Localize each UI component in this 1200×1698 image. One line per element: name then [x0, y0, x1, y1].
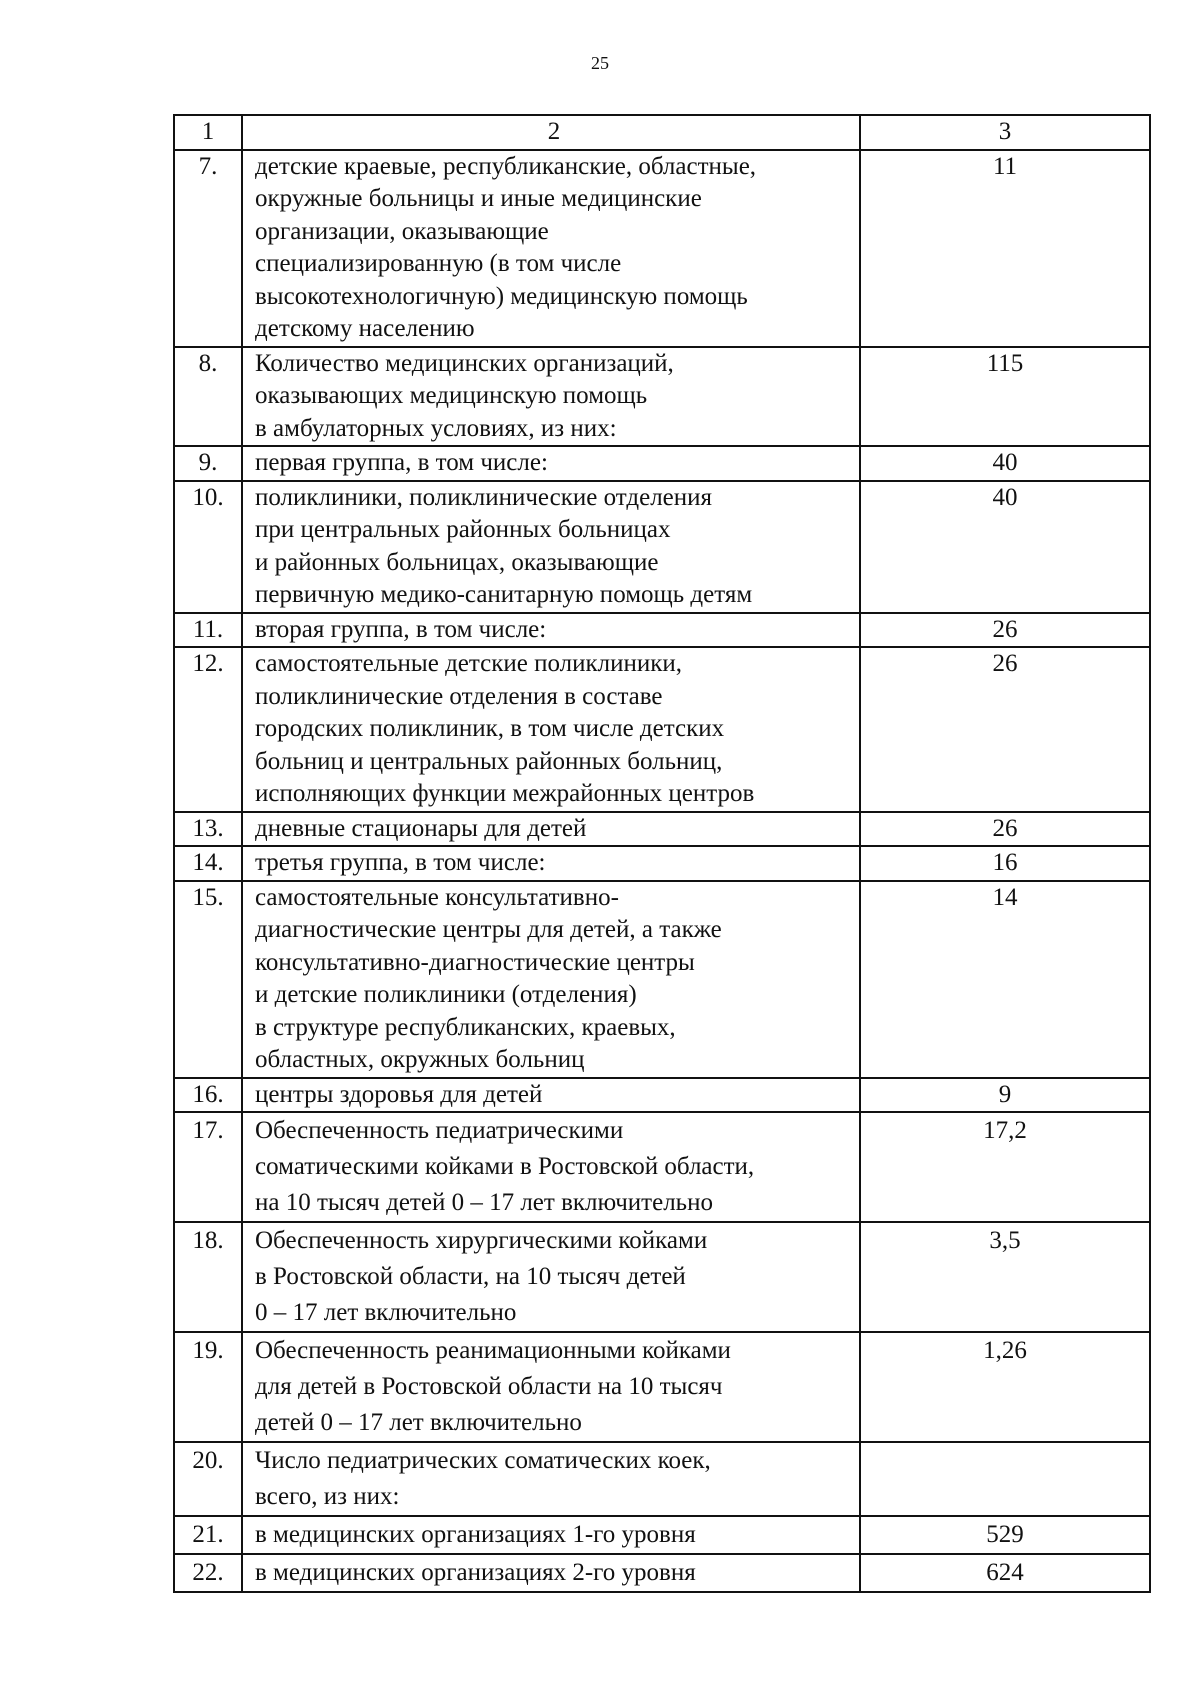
table-row — [174, 1222, 1150, 1332]
row-text-content: Количество медицинских организаций, оказывающих медицинскую помощь в амбулаторных условиях, из них: — [255, 349, 674, 442]
table-row — [174, 347, 1150, 447]
header-cell-2: 2 — [242, 115, 860, 150]
row-number: 13. — [174, 812, 242, 847]
table-row — [174, 613, 1150, 648]
row-text-content: центры здоровья для детей — [255, 1080, 543, 1108]
row-value: 26 — [860, 812, 1150, 847]
table-row — [174, 150, 1150, 347]
row-value — [860, 1442, 1150, 1516]
row-number: 18. — [174, 1222, 242, 1332]
row-text — [242, 1516, 860, 1554]
row-text-content: самостоятельные консультативно- диагностические центры для детей, а также консультативно-диагностические центры и детские поликлиники (отделения) в структуре республиканских, краевых, областных, окружных больниц — [255, 883, 722, 1073]
row-text-content: вторая группа, в том числе: — [255, 615, 547, 643]
row-text-content: дневные стационары для детей — [255, 814, 587, 842]
table-header-row — [174, 115, 1150, 150]
table-row — [174, 1078, 1150, 1113]
row-number: 20. — [174, 1442, 242, 1516]
row-text — [242, 347, 860, 447]
row-number: 11. — [174, 613, 242, 648]
table-row — [174, 812, 1150, 847]
row-text — [242, 1554, 860, 1592]
table-row — [174, 881, 1150, 1078]
row-text-content: в медицинских организациях 2-го уровня — [255, 1559, 696, 1586]
row-value: 16 — [860, 846, 1150, 881]
row-value: 40 — [860, 481, 1150, 613]
table-row — [174, 1112, 1150, 1222]
row-value: 14 — [860, 881, 1150, 1078]
row-value: 9 — [860, 1078, 1150, 1113]
row-number: 16. — [174, 1078, 242, 1113]
row-value: 26 — [860, 613, 1150, 648]
row-value: 3,5 — [860, 1222, 1150, 1332]
row-text-content: Обеспеченность хирургическими койками в Ростовской области, на 10 тысяч детей 0 – 17 лет включительно — [255, 1227, 708, 1326]
row-value: 26 — [860, 647, 1150, 812]
row-text-content: Обеспеченность педиатрическими соматическими койками в Ростовской области, на 10 тысяч детей 0 – 17 лет включительно — [255, 1117, 755, 1216]
table-row — [174, 1554, 1150, 1592]
row-text-content: в медицинских организациях 1-го уровня — [255, 1521, 696, 1548]
row-text — [242, 1112, 860, 1222]
row-number: 21. — [174, 1516, 242, 1554]
row-number: 8. — [174, 347, 242, 447]
row-number: 17. — [174, 1112, 242, 1222]
row-text — [242, 446, 860, 481]
row-text — [242, 150, 860, 347]
row-text — [242, 1332, 860, 1442]
row-number: 22. — [174, 1554, 242, 1592]
row-number: 12. — [174, 647, 242, 812]
table-row — [174, 481, 1150, 613]
row-text — [242, 481, 860, 613]
row-text — [242, 647, 860, 812]
header-cell-1: 1 — [174, 115, 242, 150]
page-number: 25 — [591, 53, 609, 73]
row-text — [242, 881, 860, 1078]
row-value: 11 — [860, 150, 1150, 347]
row-number: 19. — [174, 1332, 242, 1442]
row-number: 7. — [174, 150, 242, 347]
row-value: 529 — [860, 1516, 1150, 1554]
row-value: 1,26 — [860, 1332, 1150, 1442]
row-text — [242, 1442, 860, 1516]
row-text — [242, 846, 860, 881]
row-text-content: детские краевые, республиканские, областные, окружные больницы и иные медицинские организации, оказывающие специализированную (в том числе высокотехнологичную) медицинскую помощь детскому населению — [255, 152, 757, 342]
row-number: 14. — [174, 846, 242, 881]
header-cell-3: 3 — [860, 115, 1150, 150]
row-value: 115 — [860, 347, 1150, 447]
row-number: 15. — [174, 881, 242, 1078]
table-row — [174, 1332, 1150, 1442]
row-text-content: первая группа, в том числе: — [255, 449, 548, 476]
row-text — [242, 1222, 860, 1332]
table-row — [174, 647, 1150, 812]
row-value: 40 — [860, 446, 1150, 481]
row-text — [242, 1078, 860, 1113]
row-value: 17,2 — [860, 1112, 1150, 1222]
row-text-content: Число педиатрических соматических коек, всего, из них: — [255, 1447, 711, 1510]
row-number: 9. — [174, 446, 242, 481]
row-text-content: поликлиники, поликлинические отделения при центральных районных больницах и районных больницах, оказывающие первичную медико-санитарную помощь детям — [255, 483, 753, 608]
row-text-content: третья группа, в том числе: — [255, 849, 546, 876]
row-text — [242, 812, 860, 847]
table-row — [174, 446, 1150, 481]
table-row — [174, 1442, 1150, 1516]
row-value: 624 — [860, 1554, 1150, 1592]
row-number: 10. — [174, 481, 242, 613]
row-text-content: Обеспеченность реанимационными койками для детей в Ростовской области на 10 тысяч детей 0 – 17 лет включительно — [255, 1337, 731, 1436]
table-row — [174, 846, 1150, 881]
row-text-content: самостоятельные детские поликлиники, поликлинические отделения в составе городских поликлиник, в том числе детских больниц и центральных районных больниц, исполняющих функции межрайонных центров — [255, 650, 755, 807]
data-table — [173, 114, 1151, 1593]
row-text — [242, 613, 860, 648]
table-row — [174, 1516, 1150, 1554]
